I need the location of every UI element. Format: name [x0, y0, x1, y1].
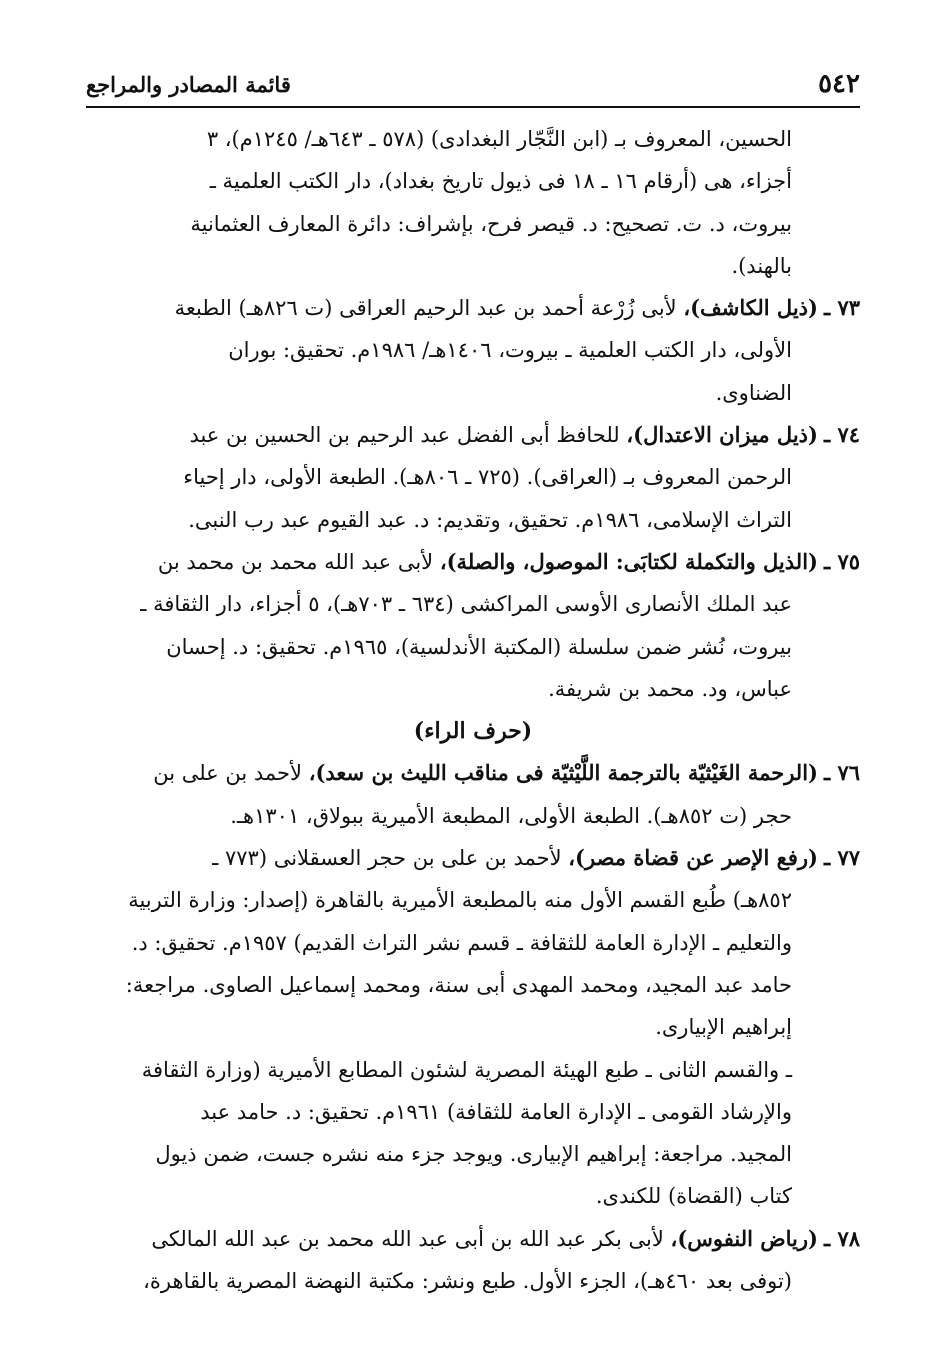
entry-77 [86, 837, 860, 1218]
entry-title: (ذيل ميزان الاعتدال)، [626, 422, 818, 448]
entry-title: (الرحمة الغَيْثيّة بالترجمة اللَّيْثيّة فى مناقب الليث بن سعد)، [308, 760, 818, 786]
text-line: الرحمن المعروف بـ (العراقى). (٧٢٥ ـ ٨٠٦هـ). الطبعة الأولى، دار إحياء [183, 465, 792, 490]
text-line: ٨٥٢هـ) طُبع القسم الأول منه بالمطبعة الأميرية بالقاهرة (إصدار: وزارة التربية [128, 888, 792, 913]
entry-first-line [86, 1218, 860, 1260]
entry-title: (رياض النفوس)، [670, 1225, 818, 1251]
text-line: عباس، ود. محمد بن شريفة. [548, 676, 792, 701]
text-line: ـ والقسم الثانى ـ طبع الهيئة المصرية لشئون المطابع الأميرية (وزارة الثقافة [141, 1057, 792, 1082]
entry-74 [86, 414, 860, 541]
entry-73 [86, 287, 860, 414]
entry-first-line [86, 287, 860, 329]
section-heading: (حرف الراء) [413, 718, 533, 745]
entry-first-line [86, 837, 860, 879]
bibliography-list [86, 118, 860, 1302]
entry-number: ٧٣ ـ [823, 295, 860, 321]
entry-75 [86, 541, 860, 710]
text-line: حجر (ت ٨٥٢هـ). الطبعة الأولى، المطبعة الأميرية ببولاق، ١٣٠١هـ. [230, 803, 792, 828]
entry-title: (ذيل الكاشف)، [683, 295, 818, 321]
entry-text: لأبى زُرْعة أحمد بن عبد الرحيم العراقى (ت ٨٢٦هـ) الطبعة [174, 296, 677, 321]
entry-title: (الذيل والتكملة لكتابَى: الموصول، والصلة)، [439, 548, 818, 574]
entry-76 [86, 752, 860, 837]
entry-continuation [86, 118, 860, 287]
running-title: قائمة المصادر والمراجع [86, 71, 291, 97]
entry-number: ٧٥ ـ [823, 548, 860, 574]
text-line: الضناوى. [715, 380, 792, 405]
text-line: بالهند). [731, 253, 792, 278]
text-line: الحسين، المعروف بـ (ابن النَّجّار البغدادى) (٥٧٨ ـ ٦٤٣هـ/ ١٢٤٥م)، ٣ [206, 127, 792, 151]
text-line: حامد عبد المجيد، ومحمد المهدى أبى سنة، ومحمد إسماعيل الصاوى. مراجعة: [125, 972, 792, 997]
text-line: أجزاء، هى (أرقام ١٦ ـ ١٨ فى ذيول تاريخ بغداد)، دار الكتب العلمية ـ [209, 169, 792, 194]
entry-first-line [86, 541, 860, 583]
entry-text: لأحمد بن على بن حجر العسقلانى (٧٧٣ ـ [212, 846, 562, 871]
entry-text: لأبى عبد الله محمد بن محمد بن [157, 549, 434, 574]
text-line: كتاب (القضاة) للكندى. [595, 1184, 792, 1209]
text-line: المجيد. مراجعة: إبراهيم الإبيارى. ويوجد جزء منه نشره جست، ضمن ذيول [155, 1142, 792, 1167]
text-line: التراث الإسلامى، ١٩٨٦م. تحقيق، وتقديم: د. عبد القيوم عبد رب النبى. [188, 507, 792, 532]
entry-number: ٧٨ ـ [823, 1225, 860, 1251]
page-number: ٥٤٢ [818, 69, 860, 99]
entry-title: (رفع الإصر عن قضاة مصر)، [568, 845, 818, 871]
text-line: والتعليم ـ الإدارة العامة للثقافة ـ قسم نشر التراث القديم) ١٩٥٧م. تحقيق: د. [131, 930, 792, 955]
entry-number: ٧٤ ـ [823, 422, 860, 448]
entry-text: لأبى بكر عبد الله بن أبى عبد الله محمد بن عبد الله المالكى [151, 1226, 664, 1251]
text-line: بيروت، نُشر ضمن سلسلة (المكتبة الأندلسية)، ١٩٦٥م. تحقيق: د. إحسان [166, 634, 792, 659]
entry-text: لأحمد بن على بن [153, 761, 302, 786]
entry-number: ٧٦ ـ [823, 760, 860, 786]
text-line: بيروت، د. ت. تصحيح: د. قيصر فرح، بإشراف: دائرة المعارف العثمانية [190, 211, 792, 236]
text-line: والإرشاد القومى ـ الإدارة العامة للثقافة) ١٩٦١م. تحقيق: د. حامد عبد [200, 1099, 792, 1124]
text-line: الأولى، دار الكتب العلمية ـ بيروت، ١٤٠٦هـ/ ١٩٨٦م. تحقيق: بوران [228, 338, 792, 363]
page-header [86, 62, 860, 108]
text-line: عبد الملك الأنصارى الأوسى المراكشى (٦٣٤ ـ ٧٠٣هـ)، ٥ أجزاء، دار الثقافة ـ [140, 592, 792, 617]
entry-text: للحافظ أبى الفضل عبد الرحيم بن الحسين بن عبد [189, 423, 620, 448]
entry-78 [86, 1218, 860, 1303]
text-line: (توفى بعد ٤٦٠هـ)، الجزء الأول. طبع ونشر: مكتبة النهضة المصرية بالقاهرة، [143, 1269, 792, 1294]
text-line: إبراهيم الإبيارى. [655, 1015, 792, 1040]
entry-first-line [86, 414, 860, 456]
entry-number: ٧٧ ـ [823, 845, 860, 871]
entry-first-line [86, 752, 860, 794]
